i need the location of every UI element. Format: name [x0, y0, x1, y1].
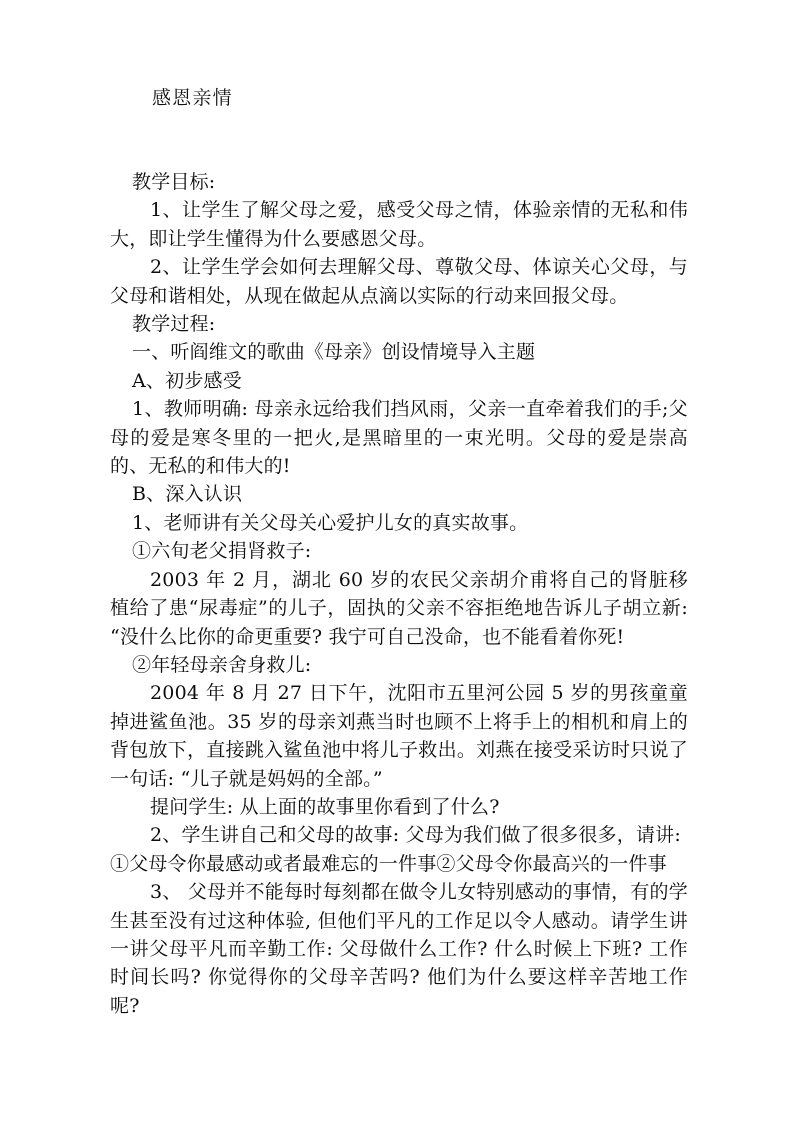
section-one-heading: 一、听阎维文的歌曲《母亲》创设情境导入主题	[132, 341, 536, 364]
subsection-b-item-1: 1、老师讲有关父母关心爱护儿女的真实故事。	[132, 511, 529, 534]
story-2-text: 2004 年 8 月 27 日下午，沈阳市五里河公园 5 岁的男孩童童掉进鲨鱼池。35 岁的母亲刘燕当时也顾不上将手上的相机和肩上的背包放下，直接跳入鲨鱼池中将儿子救出。刘燕在接受采访时只说了一句话: “儿子就是妈妈的全部。”	[110, 682, 688, 790]
title-spacer	[110, 112, 688, 168]
subsection-b-item-2: 2、学生讲自己和父母的故事: 父母为我们做了很多很多，请讲:	[150, 824, 681, 847]
subsection-a-heading: A、初步感受	[132, 369, 242, 392]
heading-teaching-goals: 教学目标:	[132, 171, 216, 193]
document-title: 感恩亲情	[152, 87, 233, 109]
document-body	[110, 84, 688, 1020]
subsection-b-item-3: 3、 父母并不能每时每刻都在做令儿女特别感动的事情，有的学生甚至没有过这种体验, 但他们平凡的工作足以令人感动。请学生讲一讲父母平凡而辛勤工作: 父母做什么工作? 什么时候上下班? 工作时间长吗? 你觉得你的父母辛苦吗? 他们为什么要这样辛苦地工作呢?	[110, 881, 688, 1017]
subsection-a-item-1: 1、教师明确: 母亲永远给我们挡风雨，父亲一直牵着我们的手;父母的爱是寒冬里的一把火,是黑暗里的一束光明。父母的爱是崇高的、无私的和伟大的!	[110, 398, 688, 478]
goal-item-2: 2、让学生学会如何去理解父母、尊敬父母、体谅关心父母，与父母和谐相处，从现在做起从点滴以实际的行动来回报父母。	[110, 256, 688, 307]
subsection-b-item-2-options: ①父母令你最感动或者最难忘的一件事②父母令你最高兴的一件事	[110, 852, 667, 875]
story-2-title: ②年轻母亲舍身救儿:	[132, 653, 312, 676]
goal-item-1: 1、让学生了解父母之爱，感受父母之情，体验亲情的无私和伟大，即让学生懂得为什么要感恩父母。	[110, 199, 688, 250]
heading-teaching-process: 教学过程:	[132, 313, 216, 336]
story-1-title: ①六旬老父捐肾救子:	[132, 540, 312, 563]
story-1-text: 2003 年 2 月，湖北 60 岁的农民父亲胡介甫将自己的肾脏移植给了患“尿毒症”的儿子，固执的父亲不容拒绝地告诉儿子胡立新: “没什么比你的命更重要? 我宁可自己没命，也不能看着你死!	[110, 568, 688, 648]
question-to-students: 提问学生: 从上面的故事里你看到了什么?	[150, 795, 500, 818]
subsection-b-heading: B、深入认识	[132, 483, 243, 506]
